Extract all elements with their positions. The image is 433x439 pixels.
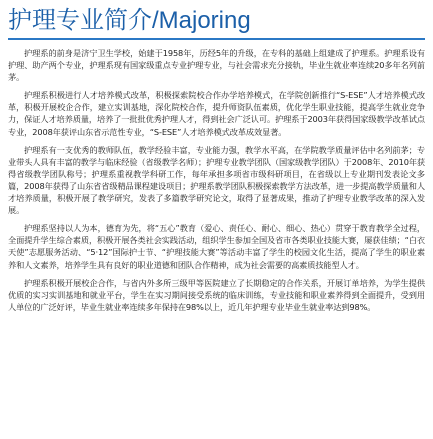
title-divider xyxy=(8,38,425,40)
paragraph-moral-education: 护理系坚持以人为本，德育为先，将“五心”教育（爱心、责任心、耐心、细心、热心）贯穿于教育教学全过程，全面提升学生综合素质，积极开展各类社会实践活动，组织学生参加全国及省市各类职业技能大赛，屡获佳绩；“白衣天使”志愿服务活动、“5·12”国际护士节、“护理技能大赛”等活动丰富了学生的校园文化生活，提高了学生的职业素养和人文素养，培养学生具有良好的职业道德和团队合作精神，成为社会需要的高素质技能型人才。 xyxy=(8,223,425,270)
paragraph-faculty: 护理系有一支优秀的教师队伍，教学经验丰富，专业能力强，教学水平高，在学院教学质量评估中名列前茅；专业带头人具有丰富的教学与临床经验（省级教学名师）；护理专业教学团队（国家级教学团队）于2008年、2010年获得省级教学团队称号；护理系重视教学科研工作，每年承担多项省市级科研项目，在省级以上专业期刊发表论文多篇，2008年获得了山东省省级精品课程建设项目；护理系教学团队积极探索教学方法改革，进一步提高教学质量和人才培养质量，积极开展了教学研究，发表了多篇教学研究论文，取得了显著成果，推动了护理专业教学改革的深入发展。 xyxy=(8,144,425,216)
paragraph-history: 护理系的前身是济宁卫生学校，始建于1958年，历经5年的升级，在专科的基础上组建成了护理系。护理系设有护理、助产两个专业，护理系现有国家级重点专业护理专业，与社会需求充分接轨，毕业生就业率连续20多年名列前茅。 xyxy=(8,48,425,83)
article-body xyxy=(8,47,425,313)
paragraph-employment: 护理系积极开展校企合作，与省内外多所三级甲等医院建立了长期稳定的合作关系，开展订单培养，为学生提供优质的实习实训基地和就业平台，学生在实习期间接受系统的临床训练，专业技能和职业素养得到全面提升，受到用人单位的广泛好评，毕业生就业率连续多年保持在98%以上，近几年护理专业毕业生就业率达到98%。 xyxy=(8,277,425,312)
paragraph-training-model: 护理系积极进行人才培养模式改革，积极探索院校合作办学培养模式，在学院创新推行“S-ESE”人才培养模式改革，积极开展校企合作，建立实训基地，深化院校合作，提升师资队伍素质，优化学生职业技能，提高学生就业竞争力，保证人才培养质量，培养了一批批优秀护理人才，得到社会广泛认可。护理系于2003年获得国家级教学改革试点专业，2008年获评山东省示范性专业，“S-ESE”人才培养模式改革成效显著。 xyxy=(8,90,425,137)
page-title: 护理专业简介/Majoring xyxy=(8,7,251,34)
